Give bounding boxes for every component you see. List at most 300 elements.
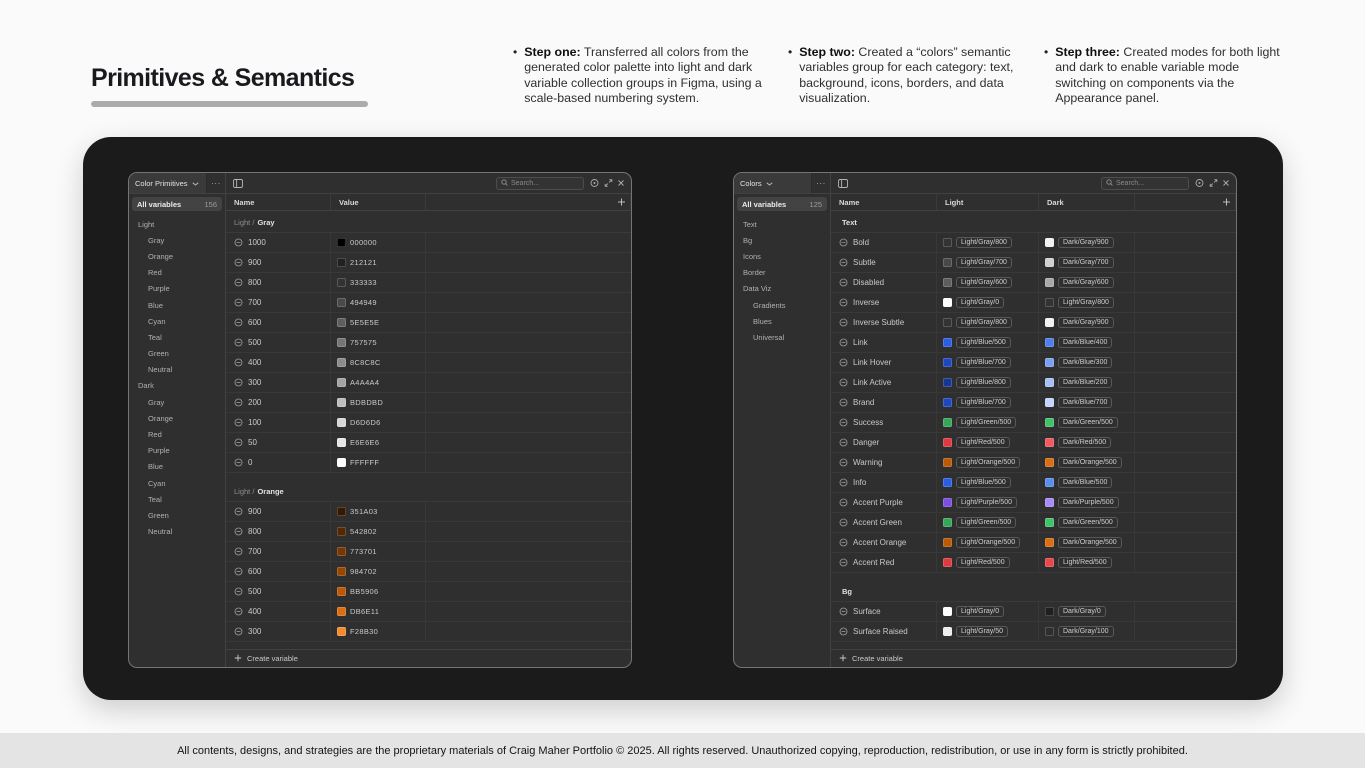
window-titlebar (734, 173, 1236, 194)
variable-icon (234, 398, 243, 407)
hex-value: 757575 (350, 338, 377, 347)
color-swatch[interactable] (943, 298, 952, 307)
expand-icon[interactable] (604, 179, 613, 188)
color-swatch[interactable] (1045, 418, 1054, 427)
sidebar-item-orange[interactable]: Orange (148, 413, 174, 423)
color-swatch[interactable] (337, 627, 346, 636)
variable-icon (839, 558, 848, 567)
variable-row[interactable] (226, 562, 631, 582)
hex-value: 542802 (350, 527, 377, 536)
variable-name: 0 (248, 458, 253, 467)
sidebar-item-blue[interactable]: Blue (148, 462, 164, 472)
variable-row[interactable] (226, 393, 631, 413)
sidebar-toggle-icon[interactable] (233, 179, 243, 188)
color-swatch[interactable] (1045, 438, 1054, 447)
plus-icon (234, 654, 242, 664)
color-swatch[interactable] (1045, 298, 1054, 307)
variable-icon (234, 258, 243, 267)
section-header (831, 213, 1236, 233)
dark-mode-alias-pill[interactable]: Dark/Blue/200 (1058, 377, 1112, 389)
variable-row[interactable] (831, 433, 1236, 453)
group-header (226, 213, 631, 233)
dark-mode-alias-pill[interactable]: Dark/Green/500 (1058, 517, 1118, 529)
variable-icon (839, 438, 848, 447)
variable-icon (234, 338, 243, 347)
color-swatch[interactable] (1045, 378, 1054, 387)
dark-mode-alias-pill[interactable]: Dark/Purple/500 (1058, 497, 1119, 509)
color-swatch[interactable] (943, 498, 952, 507)
color-swatch[interactable] (943, 518, 952, 527)
light-mode-alias-pill[interactable]: Light/Gray/700 (956, 257, 1012, 269)
variable-name: Warning (853, 458, 883, 467)
column-name: Name (226, 194, 331, 210)
color-swatch[interactable] (1045, 518, 1054, 527)
hex-value: 351A03 (350, 507, 378, 516)
step-label: Step two: (799, 45, 855, 59)
variable-row[interactable] (226, 433, 631, 453)
color-swatch[interactable] (943, 418, 952, 427)
color-swatch[interactable] (1045, 498, 1054, 507)
color-swatch[interactable] (943, 378, 952, 387)
variable-name: Accent Red (853, 558, 895, 567)
hex-value: 000000 (350, 238, 377, 247)
hex-value: FFFFFF (350, 458, 380, 467)
variable-name: 50 (248, 438, 257, 447)
sidebar-item-cyan[interactable]: Cyan (148, 478, 166, 488)
color-swatch[interactable] (943, 478, 952, 487)
right-rows (831, 211, 1236, 649)
variable-row[interactable] (226, 313, 631, 333)
variable-name: Surface Raised (853, 627, 908, 636)
hex-value: BB5906 (350, 587, 379, 596)
group-scope: Light / (234, 487, 255, 496)
sidebar-item-green[interactable]: Green (148, 510, 169, 520)
dark-mode-alias-pill[interactable]: Dark/Gray/0 (1058, 606, 1106, 618)
step-label: Step one: (524, 45, 581, 59)
variable-row[interactable] (831, 533, 1236, 553)
light-mode-alias-pill[interactable]: Light/Orange/500 (956, 457, 1020, 469)
light-mode-alias-pill[interactable]: Light/Blue/700 (956, 357, 1011, 369)
light-mode-alias-pill[interactable]: Light/Gray/0 (956, 297, 1004, 309)
sidebar-item-gradients[interactable]: Gradients (753, 300, 786, 310)
color-swatch[interactable] (1045, 558, 1054, 567)
light-mode-alias-pill[interactable]: Light/Red/500 (956, 437, 1010, 449)
color-swatch[interactable] (943, 238, 952, 247)
variable-name: 900 (248, 258, 262, 267)
color-swatch[interactable] (337, 507, 346, 516)
add-variable-icon[interactable] (1222, 198, 1231, 207)
color-swatch[interactable] (943, 398, 952, 407)
variable-row[interactable] (226, 522, 631, 542)
light-mode-alias-pill[interactable]: Light/Gray/800 (956, 237, 1012, 249)
variable-icon (839, 318, 848, 327)
light-mode-alias-pill[interactable]: Light/Blue/800 (956, 377, 1011, 389)
variable-name: 900 (248, 507, 262, 516)
variable-row[interactable] (831, 493, 1236, 513)
color-swatch[interactable] (1045, 538, 1054, 547)
hex-value: 773701 (350, 547, 377, 556)
sidebar-item-teal[interactable]: Teal (148, 494, 162, 504)
bullet-icon: • (513, 45, 518, 59)
search-input[interactable] (1101, 177, 1189, 190)
color-swatch[interactable] (337, 238, 346, 247)
variable-name: 500 (248, 587, 262, 596)
variable-name: Brand (853, 398, 875, 407)
sidebar-item-gray[interactable]: Gray (148, 235, 165, 245)
dark-mode-alias-pill[interactable]: Dark/Blue/300 (1058, 357, 1112, 369)
dark-mode-alias-pill[interactable]: Light/Gray/800 (1058, 297, 1114, 309)
sidebar-item-neutral[interactable]: Neutral (148, 527, 173, 537)
sidebar-item-all-variables[interactable] (132, 197, 222, 211)
dark-mode-alias-pill[interactable]: Dark/Green/500 (1058, 417, 1118, 429)
sidebar-item-light[interactable]: Light (138, 219, 155, 229)
variable-name: 400 (248, 607, 262, 616)
sidebar-item-purple[interactable]: Purple (148, 284, 170, 294)
hex-value: 494949 (350, 298, 377, 307)
variable-row[interactable] (831, 513, 1236, 533)
sidebar-item-gray[interactable]: Gray (148, 397, 165, 407)
variable-name: Accent Purple (853, 498, 903, 507)
light-mode-alias-pill[interactable]: Light/Red/500 (956, 557, 1010, 569)
table-header (831, 194, 1236, 211)
copyright-footer (0, 733, 1365, 768)
hex-value: 984702 (350, 567, 377, 576)
copyright-text: All contents, designs, and strategies are the proprietary materials of Craig Maher Portfolio © 2025. All rights reserved. Unauthorized copying, reproduction, redistribution, or use in any form is strictly prohibited. (177, 744, 1188, 757)
column-dark: Dark (1039, 194, 1135, 210)
step-label: Step three: (1055, 45, 1120, 59)
variable-icon (234, 527, 243, 536)
light-mode-alias-pill[interactable]: Light/Purple/500 (956, 497, 1017, 509)
dark-mode-alias-pill[interactable]: Dark/Blue/700 (1058, 397, 1112, 409)
sidebar-item-universal[interactable]: Universal (753, 332, 785, 342)
variable-icon (234, 318, 243, 327)
color-swatch[interactable] (1045, 627, 1054, 636)
sidebar-item-blues[interactable]: Blues (753, 316, 772, 326)
color-swatch[interactable] (337, 318, 346, 327)
variable-icon (234, 547, 243, 556)
variable-icon (839, 538, 848, 547)
step-text: Created a “colors” semantic variables group for each category: text, background, icons, borders, and data visualization. (799, 45, 1014, 106)
search-placeholder: Search... (511, 179, 540, 187)
color-swatch[interactable] (1045, 607, 1054, 616)
sidebar-item-orange[interactable]: Orange (148, 251, 174, 261)
sidebar-item-cyan[interactable]: Cyan (148, 316, 166, 326)
color-swatch[interactable] (337, 458, 346, 467)
group-name: Gray (257, 218, 275, 227)
variable-row[interactable] (226, 622, 631, 642)
step-three-note (1044, 45, 1288, 107)
variable-row[interactable] (831, 293, 1236, 313)
dark-mode-alias-pill[interactable]: Dark/Gray/900 (1058, 317, 1114, 329)
variable-icon (234, 587, 243, 596)
dark-mode-alias-pill[interactable]: Dark/Red/500 (1058, 437, 1111, 449)
variable-count: 125 (809, 199, 822, 209)
dark-mode-alias-pill[interactable]: Dark/Gray/900 (1058, 237, 1114, 249)
variable-row[interactable] (831, 622, 1236, 642)
variable-name: 100 (248, 418, 262, 427)
dark-mode-alias-pill[interactable]: Dark/Gray/700 (1058, 257, 1114, 269)
bullet-icon: • (788, 45, 793, 59)
color-swatch[interactable] (1045, 398, 1054, 407)
page-title: Primitives & Semantics (91, 64, 355, 92)
color-swatch[interactable] (1045, 238, 1054, 247)
variable-row[interactable] (831, 313, 1236, 333)
variable-icon (839, 518, 848, 527)
collection-selector[interactable] (129, 173, 207, 193)
variable-row[interactable] (226, 502, 631, 522)
variable-name: 200 (248, 398, 262, 407)
close-icon[interactable] (617, 179, 625, 187)
search-icon (1106, 179, 1113, 188)
variable-row[interactable] (226, 602, 631, 622)
light-mode-alias-pill[interactable]: Light/Gray/0 (956, 606, 1004, 618)
variable-icon (839, 338, 848, 347)
more-menu-button[interactable]: ··· (211, 178, 221, 188)
variable-name: 400 (248, 358, 262, 367)
hex-value: 5E5E5E (350, 318, 380, 327)
color-swatch[interactable] (337, 338, 346, 347)
sidebar-item-icons[interactable]: Icons (743, 251, 761, 261)
color-swatch[interactable] (943, 358, 952, 367)
sidebar-item-all-variables[interactable] (737, 197, 827, 211)
variable-name: 600 (248, 567, 262, 576)
light-mode-alias-pill[interactable]: Light/Gray/50 (956, 626, 1008, 638)
variable-icon (839, 278, 848, 287)
collection-selector[interactable] (734, 173, 812, 193)
hex-value: 8C8C8C (350, 358, 381, 367)
color-swatch[interactable] (337, 398, 346, 407)
sidebar-item-blue[interactable]: Blue (148, 300, 164, 310)
settings-icon[interactable] (1195, 179, 1204, 188)
variable-icon (234, 507, 243, 516)
color-swatch[interactable] (337, 438, 346, 447)
light-mode-alias-pill[interactable]: Light/Blue/700 (956, 397, 1011, 409)
window-titlebar (129, 173, 631, 194)
sidebar-item-text[interactable]: Text (743, 219, 757, 229)
variable-row[interactable] (831, 553, 1236, 573)
hex-value: A4A4A4 (350, 378, 380, 387)
more-menu-button[interactable]: ··· (816, 178, 826, 188)
variable-icon (839, 498, 848, 507)
color-swatch[interactable] (337, 418, 346, 427)
variable-row[interactable] (831, 233, 1236, 253)
variable-row[interactable] (226, 413, 631, 433)
variable-name: Surface (853, 607, 881, 616)
group-scope: Light / (234, 218, 255, 227)
dark-mode-alias-pill[interactable]: Dark/Gray/100 (1058, 626, 1114, 638)
color-swatch[interactable] (943, 627, 952, 636)
settings-icon[interactable] (590, 179, 599, 188)
collections-sidebar (129, 194, 226, 667)
dark-mode-alias-pill[interactable]: Dark/Blue/500 (1058, 477, 1112, 489)
color-swatch[interactable] (1045, 278, 1054, 287)
variable-icon (839, 627, 848, 636)
color-swatch[interactable] (943, 538, 952, 547)
variable-icon (839, 258, 848, 267)
sidebar-item-teal[interactable]: Teal (148, 332, 162, 342)
variable-row[interactable] (226, 293, 631, 313)
variable-row[interactable] (226, 582, 631, 602)
color-swatch[interactable] (1045, 478, 1054, 487)
section-name: Text (842, 218, 857, 227)
variable-row[interactable] (831, 602, 1236, 622)
color-swatch[interactable] (1045, 318, 1054, 327)
expand-icon[interactable] (1209, 179, 1218, 188)
variable-icon (234, 418, 243, 427)
variable-name: Info (853, 478, 867, 487)
light-mode-alias-pill[interactable]: Light/Green/500 (956, 417, 1016, 429)
left-sidebar-tree (129, 213, 225, 540)
variable-row[interactable] (831, 373, 1236, 393)
step-one-note (513, 45, 765, 107)
light-mode-alias-pill[interactable]: Light/Gray/600 (956, 277, 1012, 289)
variable-name: 500 (248, 338, 262, 347)
sidebar-item-red[interactable]: Red (148, 430, 162, 440)
color-swatch[interactable] (337, 527, 346, 536)
variable-row[interactable] (831, 473, 1236, 493)
color-swatch[interactable] (943, 338, 952, 347)
sidebar-toggle-icon[interactable] (838, 179, 848, 188)
sidebar-item-neutral[interactable]: Neutral (148, 365, 173, 375)
variable-icon (839, 298, 848, 307)
variable-name: Success (853, 418, 884, 427)
step-text: Created modes for both light and dark to enable variable mode switching on components via the Appearance panel. (1055, 45, 1280, 106)
variable-icon (234, 607, 243, 616)
right-sidebar-tree (734, 213, 830, 346)
dark-mode-alias-pill[interactable]: Dark/Orange/500 (1058, 457, 1122, 469)
variable-icon (234, 358, 243, 367)
close-icon[interactable] (1222, 179, 1230, 187)
color-swatch[interactable] (943, 558, 952, 567)
color-swatch[interactable] (1045, 258, 1054, 267)
variable-icon (234, 298, 243, 307)
hex-value: D6D6D6 (350, 418, 381, 427)
color-swatch[interactable] (1045, 358, 1054, 367)
bullet-icon: • (1044, 45, 1049, 59)
light-mode-alias-pill[interactable]: Light/Green/500 (956, 517, 1016, 529)
dark-mode-alias-pill[interactable]: Light/Red/500 (1058, 557, 1112, 569)
all-variables-label: All variables (742, 199, 787, 209)
color-swatch[interactable] (337, 378, 346, 387)
variable-name: Disabled (853, 278, 885, 287)
variable-icon (839, 238, 848, 247)
color-swatch[interactable] (943, 278, 952, 287)
dark-mode-alias-pill[interactable]: Dark/Orange/500 (1058, 537, 1122, 549)
chevron-down-icon (766, 179, 773, 188)
color-swatch[interactable] (337, 587, 346, 596)
sidebar-item-bg[interactable]: Bg (743, 235, 753, 245)
color-swatch[interactable] (337, 258, 346, 267)
color-swatch[interactable] (943, 258, 952, 267)
light-mode-alias-pill[interactable]: Light/Blue/500 (956, 477, 1011, 489)
title-underline (91, 101, 368, 107)
variable-name: Danger (853, 438, 880, 447)
color-swatch[interactable] (943, 318, 952, 327)
variable-row[interactable] (226, 373, 631, 393)
variable-name: 600 (248, 318, 262, 327)
hex-value: 212121 (350, 258, 377, 267)
color-swatch[interactable] (943, 607, 952, 616)
variable-row[interactable] (226, 453, 631, 473)
variable-row[interactable] (226, 233, 631, 253)
hex-value: F28B30 (350, 627, 379, 636)
table-header (226, 194, 631, 211)
dark-mode-alias-pill[interactable]: Dark/Gray/600 (1058, 277, 1114, 289)
column-light: Light (937, 194, 1039, 210)
variable-row[interactable] (831, 273, 1236, 293)
variable-row[interactable] (831, 353, 1236, 373)
color-swatch[interactable] (943, 458, 952, 467)
sidebar-item-green[interactable]: Green (148, 349, 169, 359)
color-swatch[interactable] (337, 547, 346, 556)
variable-name: 800 (248, 278, 262, 287)
sidebar-item-purple[interactable]: Purple (148, 446, 170, 456)
variable-icon (839, 398, 848, 407)
create-variable-button[interactable] (226, 649, 631, 667)
dark-mode-alias-pill[interactable]: Dark/Blue/400 (1058, 337, 1112, 349)
variable-name: Inverse Subtle (853, 318, 905, 327)
sidebar-item-data-viz[interactable]: Data Viz (743, 284, 772, 294)
variable-row[interactable] (831, 453, 1236, 473)
variable-icon (839, 378, 848, 387)
variable-icon (234, 278, 243, 287)
light-mode-alias-pill[interactable]: Light/Gray/800 (956, 317, 1012, 329)
variable-row[interactable] (831, 393, 1236, 413)
color-swatch[interactable] (1045, 458, 1054, 467)
add-variable-icon[interactable] (617, 198, 626, 207)
figma-window-colors-semantics (733, 172, 1237, 668)
variable-row[interactable] (226, 333, 631, 353)
variable-row[interactable] (226, 542, 631, 562)
variable-icon (839, 358, 848, 367)
color-swatch[interactable] (1045, 338, 1054, 347)
variable-name: 300 (248, 378, 262, 387)
variable-name: Link Hover (853, 358, 892, 367)
sidebar-item-dark[interactable]: Dark (138, 381, 154, 391)
sidebar-item-border[interactable]: Border (743, 268, 766, 278)
dark-showcase-canvas (83, 137, 1283, 700)
variable-row[interactable] (226, 353, 631, 373)
create-variable-label: Create variable (247, 654, 298, 663)
color-swatch[interactable] (337, 358, 346, 367)
sidebar-item-red[interactable]: Red (148, 268, 162, 278)
variable-row[interactable] (831, 333, 1236, 353)
column-value: Value (331, 194, 426, 210)
color-swatch[interactable] (337, 278, 346, 287)
variable-row[interactable] (226, 253, 631, 273)
left-rows (226, 211, 631, 649)
column-name: Name (831, 194, 937, 210)
search-placeholder: Search... (1116, 179, 1145, 187)
variable-icon (234, 438, 243, 447)
variable-row[interactable] (226, 273, 631, 293)
variable-icon (234, 238, 243, 247)
color-swatch[interactable] (337, 298, 346, 307)
color-swatch[interactable] (943, 438, 952, 447)
variable-row[interactable] (831, 253, 1236, 273)
light-mode-alias-pill[interactable]: Light/Blue/500 (956, 337, 1011, 349)
color-swatch[interactable] (337, 607, 346, 616)
search-input[interactable] (496, 177, 584, 190)
figma-window-color-primitives (128, 172, 632, 668)
variable-name: Subtle (853, 258, 876, 267)
variable-row[interactable] (831, 413, 1236, 433)
variable-name: Accent Green (853, 518, 902, 527)
light-mode-alias-pill[interactable]: Light/Orange/500 (956, 537, 1020, 549)
create-variable-button[interactable] (831, 649, 1236, 667)
color-swatch[interactable] (337, 567, 346, 576)
section-name: Bg (842, 587, 852, 596)
